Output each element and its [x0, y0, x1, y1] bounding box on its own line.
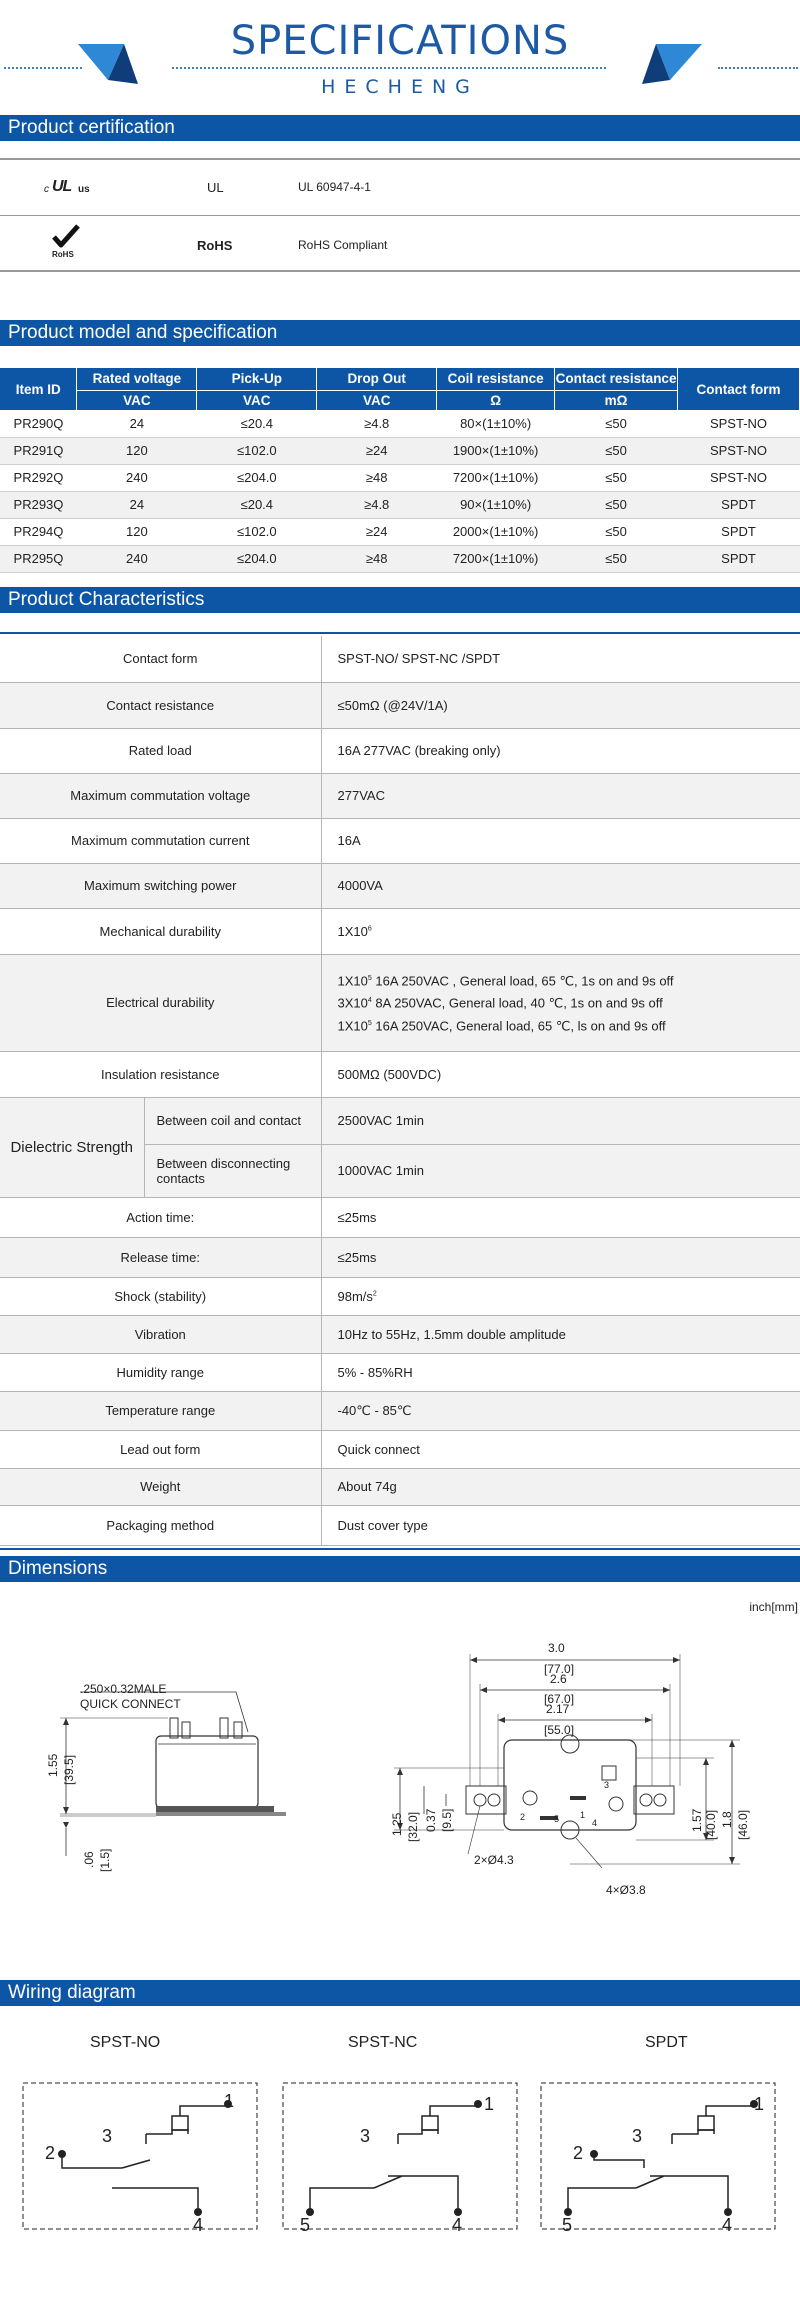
cert-divider-bottom: [0, 270, 800, 272]
char-row-lead-out: Lead out form Quick connect: [0, 1430, 800, 1468]
cert-name-ul: UL: [207, 180, 224, 195]
char-row-humidity: Humidity range 5% - 85%RH: [0, 1353, 800, 1391]
rohs-check-icon: [48, 223, 82, 253]
wire-label: 3: [102, 2126, 113, 2146]
dotted-line-right: [718, 67, 798, 69]
unit-pick-up: VAC: [197, 390, 317, 410]
char-row-release-time: Release time: ≤25ms: [0, 1237, 800, 1277]
section-title-certification: Product certification: [0, 115, 800, 141]
wire-label: 2: [45, 2143, 56, 2163]
characteristics-bottom-rule: [0, 1548, 800, 1550]
char-row-shock: Shock (stability) $98m/s^2$: [0, 1277, 800, 1315]
dim-side-h2: .06: [82, 1851, 96, 1868]
pin-label-5: 5: [554, 1814, 560, 1824]
dim-top-l1mm: [32.0]: [406, 1811, 420, 1842]
characteristics-table: [0, 636, 800, 1546]
table-row: PR292Q 240 ≤204.0 ≥48 7200×(1±10%) ≤50 SPST-NO: [0, 464, 800, 491]
char-row-elec-durability: Electrical durability $1X10^5$ 16A 250VAC , General load, 65 ℃, 1s on and 9s off $3X10^4$ 8A 250VAC, General load, 40 ℃, 1s on and 9s off $1X10^5$ 16A 250VAC, General load, 65 ℃, ls on and 9s off: [0, 954, 800, 1051]
col-header-contact-form: Contact form: [678, 368, 800, 410]
dim-top-r2mm: [46.0]: [736, 1809, 750, 1840]
col-header-pick-up: Pick-Up: [197, 368, 317, 390]
cert-name-rohs: RoHS: [197, 238, 233, 253]
connector-label-1: .250×0.32MALE: [80, 1682, 167, 1696]
col-header-drop-out: Drop Out: [317, 368, 437, 390]
table-row: PR293Q 24 ≤20.4 ≥4.8 90×(1±10%) ≤50 SPDT: [0, 491, 800, 518]
dim-top-l2: 0.37: [424, 1808, 438, 1832]
dim-top-w1mm: [77.0]: [544, 1662, 575, 1676]
table-row: PR290Q 24 ≤20.4 ≥4.8 80×(1±10%) ≤50 SPST-NO: [0, 410, 800, 437]
char-row-rated-load: Rated load 16A 277VAC (breaking only): [0, 728, 800, 773]
dim-top-r1mm: [40.0]: [704, 1809, 718, 1840]
dim-top-w2mm: [67.0]: [544, 1692, 575, 1706]
dim-top-r2: 1.8: [720, 1811, 734, 1828]
dim-side-h1mm: [39.5]: [62, 1754, 76, 1785]
characteristics-top-rule: [0, 632, 800, 634]
dim-top-w2: 2.6: [550, 1672, 567, 1686]
unit-contact-resistance: mΩ: [555, 390, 678, 410]
page-subtitle: HECHENG: [321, 76, 479, 98]
dim-top-l1: 1.25: [390, 1812, 404, 1836]
dim-top-r1: 1.57: [690, 1808, 704, 1832]
char-row-mech-durability: Mechanical durability $1X10^6$: [0, 908, 800, 954]
wire-label: 2: [573, 2143, 584, 2163]
char-row-vibration: Vibration 10Hz to 55Hz, 1.5mm double amplitude: [0, 1315, 800, 1353]
wire-label: 4: [722, 2215, 733, 2235]
dotted-line-center: [172, 67, 606, 69]
wire-label: 5: [562, 2215, 573, 2235]
dotted-line-left: [4, 67, 82, 69]
char-row-insulation: Insulation resistance 500MΩ (500VDC): [0, 1051, 800, 1097]
char-row-max-current: Maximum commutation current 16A: [0, 818, 800, 863]
unit-rated-voltage: VAC: [77, 390, 197, 410]
rohs-logo-text: RoHS: [52, 250, 74, 259]
wire-label: 5: [300, 2215, 311, 2235]
char-row-contact-form: Contact form SPST-NO/ SPST-NC /SPDT: [0, 636, 800, 682]
wire-label: 1: [754, 2094, 765, 2114]
dielectric-strength-label: Dielectric Strength: [0, 1097, 144, 1197]
page-title: SPECIFICATIONS: [230, 18, 570, 64]
section-title-wiring: Wiring diagram: [0, 1980, 800, 2006]
cert-standard-rohs: RoHS Compliant: [298, 238, 388, 252]
wire-label: 3: [360, 2126, 371, 2146]
col-header-contact-resistance: Contact resistance: [555, 368, 678, 390]
triangle-ornament-right: [640, 38, 704, 88]
char-row-weight: Weight About 74g: [0, 1468, 800, 1505]
ul-logo-icon: c UL us: [44, 178, 90, 195]
dim-top-hole1: 2×Ø4.3: [474, 1853, 514, 1867]
dim-top-w3: 2.17: [546, 1702, 570, 1716]
pin-label-2: 2: [520, 1812, 526, 1822]
wire-label: 3: [632, 2126, 643, 2146]
pin-label-3: 3: [604, 1780, 610, 1790]
wire-label: 1: [484, 2094, 495, 2114]
dimension-unit: inch[mm]: [749, 1600, 798, 1614]
dim-top-hole2: 4×Ø3.8: [606, 1883, 646, 1897]
dim-top-l2mm: [9.5]: [440, 1808, 454, 1832]
wiring-diagram-spst-nc: [282, 2082, 518, 2230]
section-title-characteristics: Product Characteristics: [0, 587, 800, 613]
wire-label: 1: [224, 2091, 235, 2111]
wiring-title-spst-nc: SPST-NC: [348, 2034, 418, 2051]
cert-row-rohs: [0, 217, 800, 271]
col-header-rated-voltage: Rated voltage: [77, 368, 197, 390]
wiring-diagram-spst-no: [22, 2082, 258, 2230]
col-header-coil-resistance: Coil resistance: [437, 368, 555, 390]
model-spec-table: [0, 368, 800, 573]
section-title-dimensions: Dimensions: [0, 1556, 800, 1582]
dim-side-h1: 1.55: [46, 1753, 60, 1777]
char-row-dielectric-a: Dielectric Strength Between coil and contact 2500VAC 1min: [0, 1097, 800, 1144]
char-row-temperature: Temperature range -40℃ - 85℃: [0, 1391, 800, 1430]
wire-label: 4: [452, 2215, 463, 2235]
char-row-max-power: Maximum switching power 4000VA: [0, 863, 800, 908]
char-row-contact-resistance: Contact resistance ≤50mΩ (@24V/1A): [0, 682, 800, 728]
dim-top-w1: 3.0: [548, 1641, 565, 1655]
char-row-action-time: Action time: ≤25ms: [0, 1197, 800, 1237]
col-header-item-id: Item ID: [0, 368, 77, 410]
dim-top-w3mm: [55.0]: [544, 1723, 575, 1737]
cert-divider-mid: [0, 215, 800, 216]
section-title-model: Product model and specification: [0, 320, 800, 346]
table-row: PR295Q 240 ≤204.0 ≥48 7200×(1±10%) ≤50 SPDT: [0, 545, 800, 572]
wiring-title-spdt: SPDT: [645, 2034, 688, 2051]
char-row-packaging: Packaging method Dust cover type: [0, 1505, 800, 1545]
wiring-title-spst-no: SPST-NO: [90, 2034, 161, 2051]
dim-side-h2mm: [1.5]: [98, 1848, 112, 1872]
unit-drop-out: VAC: [317, 390, 437, 410]
char-row-dielectric-b: Between disconnecting contacts 1000VAC 1min: [0, 1144, 800, 1197]
triangle-ornament-left: [76, 38, 140, 88]
table-row: PR294Q 120 ≤102.0 ≥24 2000×(1±10%) ≤50 SPDT: [0, 518, 800, 545]
cert-row-ul: [0, 160, 800, 214]
char-row-max-voltage: Maximum commutation voltage 277VAC: [0, 773, 800, 818]
dimension-top-view: [380, 1640, 760, 1900]
connector-label-2: QUICK CONNECT: [80, 1697, 181, 1711]
pin-label-4: 4: [592, 1818, 598, 1828]
cert-standard-ul: UL 60947-4-1: [298, 180, 371, 194]
unit-coil-resistance: Ω: [437, 390, 555, 410]
wire-label: 4: [193, 2215, 204, 2235]
table-row: PR291Q 120 ≤102.0 ≥24 1900×(1±10%) ≤50 SPST-NO: [0, 437, 800, 464]
pin-label-1: 1: [580, 1810, 586, 1820]
